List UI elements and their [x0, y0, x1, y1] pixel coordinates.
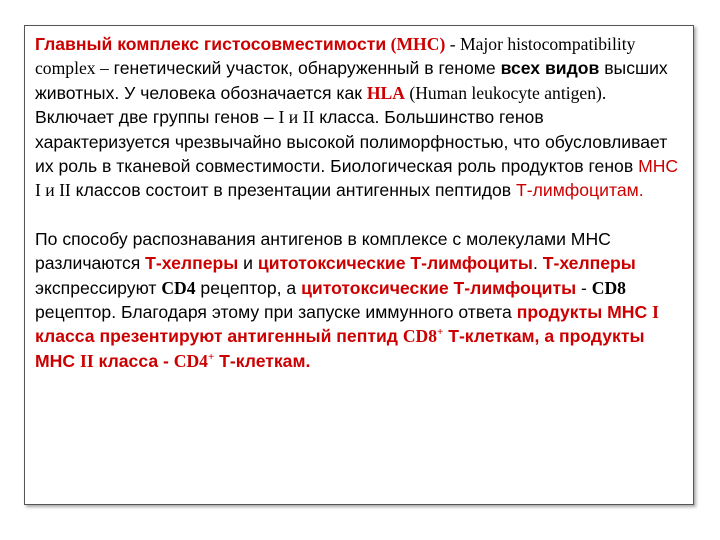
term-cd8: CD8: [591, 277, 626, 298]
superscript-plus: +: [207, 351, 215, 364]
text-span: Включает две группы генов –: [35, 107, 279, 128]
term-t-cells: Т-клеткам.: [214, 350, 311, 371]
roman-two: II: [79, 350, 94, 371]
superscript-plus: +: [437, 326, 444, 339]
term-cd8: CD8: [402, 326, 438, 347]
text-span: .: [532, 253, 543, 274]
text-span: генетический участок, обнаруженный в геноме: [108, 58, 501, 79]
term-t-lymphocytes: Т-лимфоцитам.: [516, 180, 644, 201]
term-class-presents: класса презентируют антигенный пептид: [35, 326, 403, 347]
term-t-cells: Т-клеткам, а продукты МНС: [35, 326, 645, 371]
roman-one: I: [35, 180, 41, 201]
roman-one: I: [278, 107, 285, 128]
term-cd4: CD4: [161, 277, 196, 298]
term-cytotoxic-t: цитотоксические Т-лимфоциты: [257, 253, 533, 274]
text-span: экспрессируют: [35, 277, 162, 298]
term-mhc-abbr: (MHC): [386, 34, 446, 54]
text-span: и: [40, 180, 60, 201]
term-hla: HLA: [366, 82, 405, 103]
term-t-helpers: Т-хелперы: [145, 253, 239, 274]
term-t-helpers: Т-хелперы: [542, 253, 636, 274]
text-span: -: [576, 277, 592, 298]
text-span: класса. Большинство генов характеризуется чрезвычайно высокой полиморфностью, что обусловливает их роль в тканевой совместимости. Биологическая роль продуктов генов: [35, 107, 668, 177]
slide-text-box: [24, 25, 694, 505]
term-class: класса -: [93, 350, 174, 371]
paragraph-t-cells: [35, 227, 681, 373]
term-cytotoxic-t: цитотоксические Т-лимфоциты: [301, 277, 577, 298]
term-english-name: - Major histocompatibility complex –: [35, 34, 636, 79]
text-all-species: всех видов: [500, 58, 600, 79]
text-span: рецептор, а: [195, 277, 302, 298]
text-span: классов состоит в презентации антигенных пептидов: [70, 180, 516, 201]
roman-two: II: [59, 180, 71, 201]
term-hla-english: (Human leukocyte antigen).: [404, 82, 607, 103]
term-mhc-products: продукты МНС: [516, 302, 653, 323]
term-main-complex: Главный комплекс гистосовместимости: [35, 34, 387, 54]
term-mhc: MHC: [638, 156, 679, 177]
paragraph-mhc-definition: [35, 32, 681, 203]
term-cd4: CD4: [173, 350, 208, 371]
roman-two: II: [302, 107, 315, 128]
text-span: По способу распознавания антигенов в комплексе с молекулами МНС различаются: [35, 228, 611, 274]
text-span: рецептор. Благодаря этому при запуске иммунного ответа: [35, 302, 517, 323]
roman-one: I: [652, 302, 659, 323]
text-span: высших животных. У человека обозначается как: [35, 58, 668, 103]
text-span: и: [284, 107, 303, 128]
text-span: и: [238, 253, 258, 274]
